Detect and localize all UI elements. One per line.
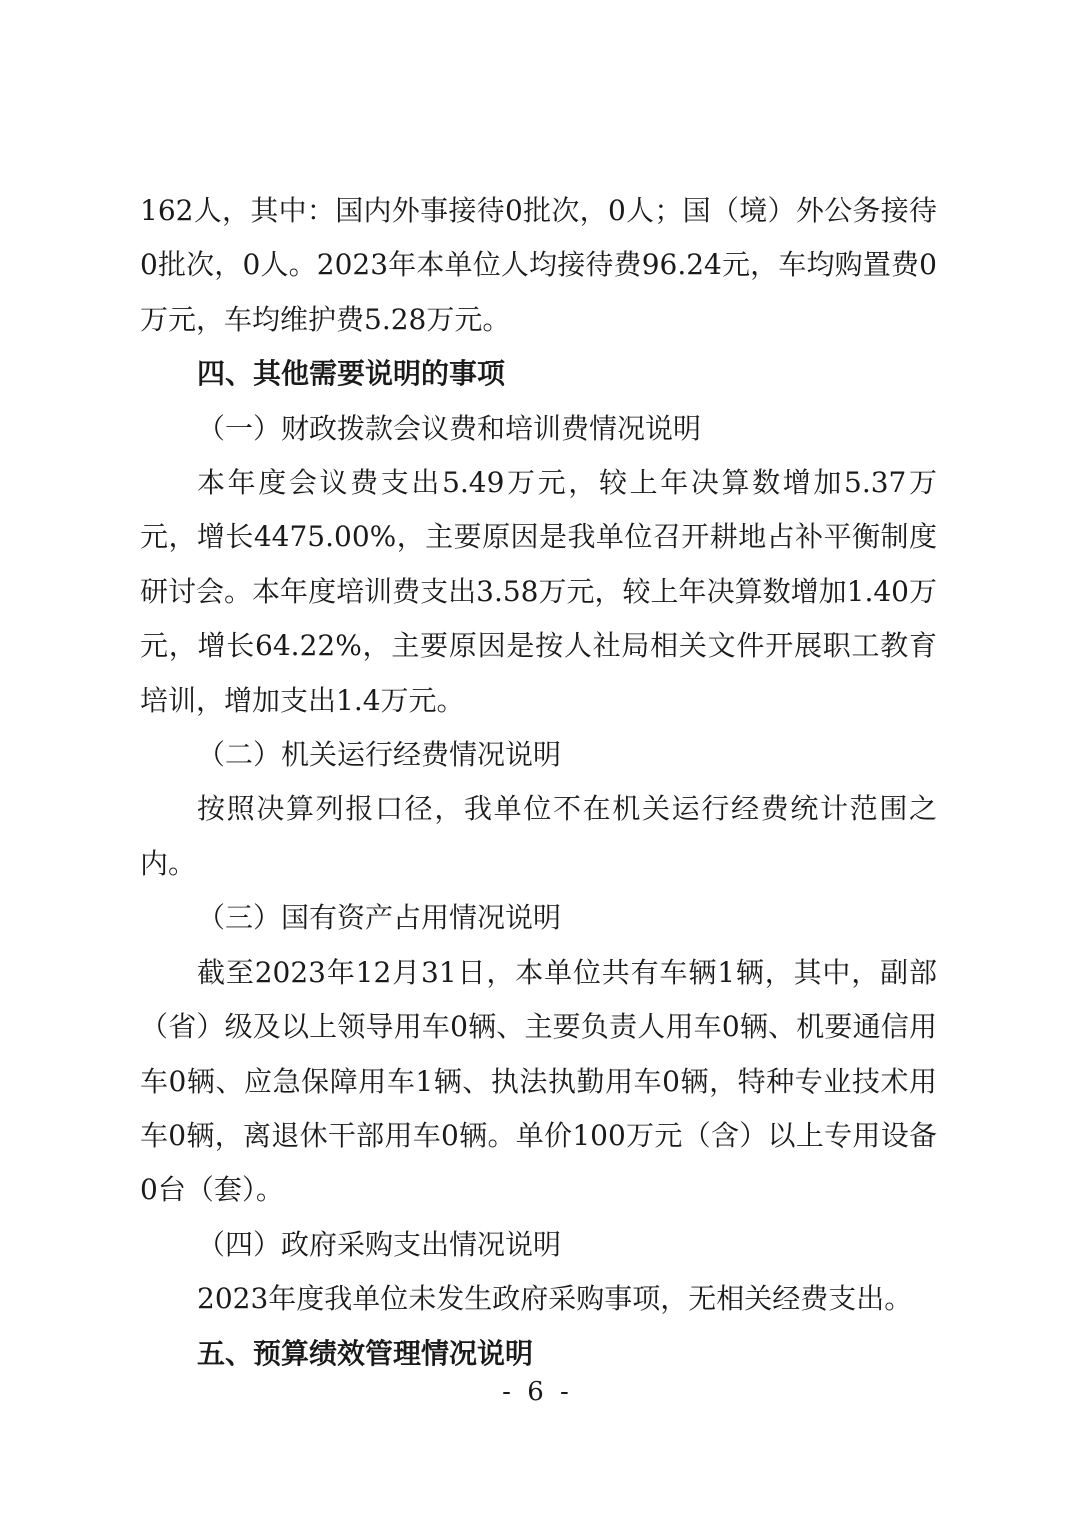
page-number: - 6 - bbox=[502, 1377, 573, 1407]
subsection-heading-meeting-training: （一）财政拨款会议费和培训费情况说明 bbox=[197, 411, 702, 445]
section-heading-performance: 五、预算绩效管理情况说明 bbox=[197, 1336, 534, 1370]
paragraph-operating-expenses: 按照决算列报口径，我单位不在机关运行经费统计范围之内。 bbox=[140, 792, 937, 880]
paragraph-procurement: 2023年度我单位未发生政府采购事项，无相关经费支出。 bbox=[197, 1282, 913, 1316]
paragraph-meeting-training: 本年度会议费支出5.49万元，较上年决算数增加5.37万元，增长4475.00%，主要原因是我单位召开耕地占补平衡制度研讨会。本年度培训费支出3.58万元，较上年决算数增加1.40万元，增长64.22%，主要原因是按人社局相关文件开展职工教育培训，增加支出1.4万元。 bbox=[140, 466, 937, 717]
subsection-heading-operating-expenses: （二）机关运行经费情况说明 bbox=[197, 738, 562, 772]
paragraph-reception-stats: 162人，其中：国内外事接待0批次，0人；国（境）外公务接待0批次，0人。2023年本单位人均接待费96.24元，车均购置费0万元，车均维护费5.28万元。 bbox=[140, 194, 937, 336]
subsection-heading-state-assets: （三）国有资产占用情况说明 bbox=[197, 901, 562, 935]
paragraph-state-assets: 截至2023年12月31日，本单位共有车辆1辆，其中，副部（省）级及以上领导用车0辆、主要负责人用车0辆、机要通信用车0辆、应急保障用车1辆、执法执勤用车0辆，特种专业技术用车0辆，离退休干部用车0辆。单价100万元（含）以上专用设备0台（套）。 bbox=[140, 955, 937, 1207]
section-heading-other-matters: 四、其他需要说明的事项 bbox=[197, 357, 506, 391]
subsection-heading-procurement: （四）政府采购支出情况说明 bbox=[197, 1227, 562, 1261]
document-body bbox=[140, 184, 937, 1381]
